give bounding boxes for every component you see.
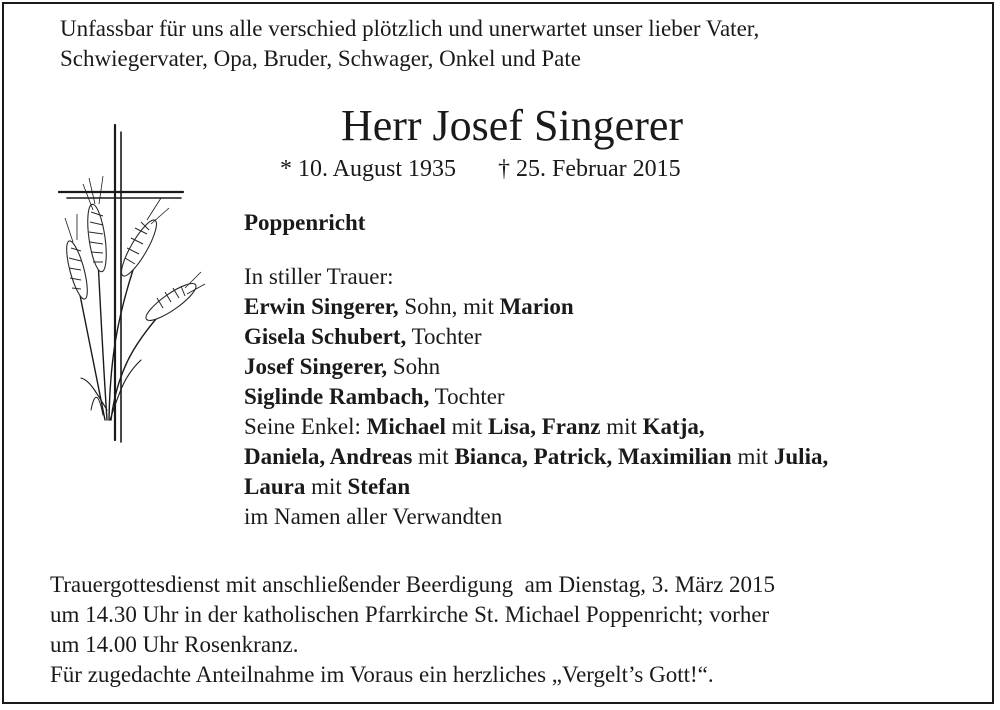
grandchildren-line: Daniela, Andreas mit Bianca, Patrick, Maximilian mit Julia, <box>244 444 829 469</box>
death-date: † 25. Februar 2015 <box>498 156 681 182</box>
mourners-list <box>244 262 828 532</box>
life-dates <box>280 154 681 184</box>
birth-date: * 10. August 1935 <box>280 156 457 182</box>
service-info <box>50 570 775 690</box>
thanks-line: Für zugedachte Anteilnahme im Voraus ein herzliches „Vergelt’s Gott!“. <box>50 662 714 687</box>
grandchildren-line: Laura mit Stefan <box>244 474 411 499</box>
mourner-line: Gisela Schubert, Tochter <box>244 324 482 349</box>
mourner-line: Siglinde Rambach, Tochter <box>244 384 505 409</box>
intro-text <box>60 14 759 74</box>
grandchildren-line: Seine Enkel: Michael mit Lisa, Franz mit Katja, <box>244 414 705 439</box>
service-line: um 14.00 Uhr Rosenkranz. <box>50 632 299 657</box>
relatives-line: im Namen aller Verwandten <box>244 504 503 529</box>
cross-and-wheat-icon <box>55 120 215 450</box>
mourning-heading: In stiller Trauer: <box>244 264 394 289</box>
service-line: Trauergottesdienst mit anschließender Beerdigung am Dienstag, 3. März 2015 <box>50 572 775 597</box>
mourner-line: Josef Singerer, Sohn <box>244 354 441 379</box>
intro-line: Unfassbar für uns alle verschied plötzlich und unerwartet unser lieber Vater, <box>60 16 760 41</box>
deceased-name: Herr Josef Singerer <box>340 101 684 150</box>
service-line: um 14.30 Uhr in der katholischen Pfarrkirche St. Michael Poppenricht; vorher <box>50 602 770 627</box>
intro-line: Schwiegervater, Opa, Bruder, Schwager, Onkel und Pate <box>60 46 581 71</box>
place-of-residence: Poppenricht <box>244 210 366 235</box>
mourner-line: Erwin Singerer, Sohn, mit Marion <box>244 294 574 319</box>
